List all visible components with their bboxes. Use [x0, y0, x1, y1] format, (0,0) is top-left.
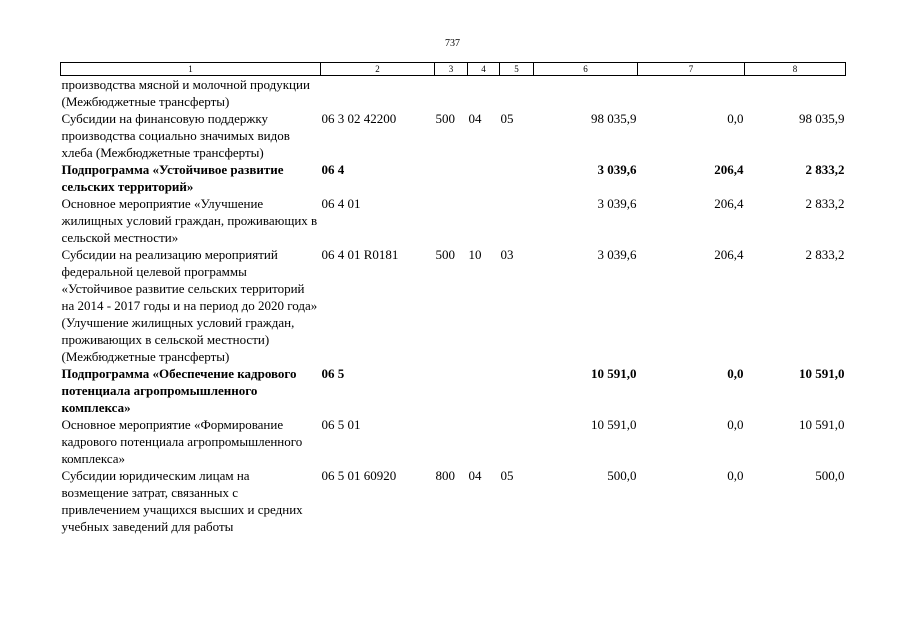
row-value-7 — [638, 76, 745, 111]
row-value-7: 206,4 — [714, 162, 744, 177]
table-row — [61, 246, 846, 365]
row-name: Субсидии на финансовую поддержку производства социально значимых видов хлеба (Межбюджетные трансферты) — [61, 111, 290, 160]
table-row — [61, 195, 846, 246]
row-name: Субсидии юридическим лицам на возмещение затрат, связанных с привлечением учащихся высших и средних учебных заведений для работы — [61, 468, 303, 534]
row-pr — [500, 161, 534, 195]
header-row — [61, 63, 846, 76]
row-name: Субсидии на реализацию мероприятий федеральной целевой программы «Устойчивое развитие сельских территорий на 2014 - 2017 годы и на период до 2020 года» (Улучшение жилищных условий граждан, проживающих в сельской местности) (Межбюджетные трансферты) — [61, 247, 318, 364]
row-pr: 05 — [500, 468, 514, 483]
row-value-6: 500,0 — [607, 468, 637, 483]
table-row — [61, 76, 846, 111]
row-value-6: 3 039,6 — [597, 162, 637, 177]
row-vr — [435, 365, 468, 416]
row-code: 06 4 — [321, 162, 345, 177]
row-rz: 04 — [468, 111, 482, 126]
row-value-7: 0,0 — [727, 111, 744, 126]
row-rz — [468, 161, 500, 195]
budget-table — [60, 62, 846, 535]
row-rz — [468, 416, 500, 467]
row-name: Подпрограмма «Обеспечение кадрового потенциала агропромышленного комплекса» — [61, 366, 297, 415]
row-value-7: 0,0 — [727, 417, 744, 432]
row-code — [321, 76, 435, 111]
row-code: 06 4 01 R0181 — [321, 247, 399, 262]
row-code: 06 5 — [321, 366, 345, 381]
row-pr: 05 — [500, 111, 514, 126]
row-value-7: 0,0 — [727, 366, 744, 381]
row-rz — [468, 365, 500, 416]
row-name: производства мясной и молочной продукции (Межбюджетные трансферты) — [61, 77, 310, 109]
row-value-7: 206,4 — [714, 247, 744, 262]
row-rz: 04 — [468, 468, 482, 483]
row-vr: 800 — [435, 468, 455, 483]
row-name: Основное мероприятие «Улучшение жилищных условий граждан, проживающих в сельской местности» — [61, 196, 318, 245]
row-code: 06 5 01 60920 — [321, 468, 397, 483]
row-value-6: 10 591,0 — [591, 366, 637, 381]
row-value-8 — [745, 76, 846, 111]
row-vr — [435, 76, 468, 111]
row-pr — [500, 365, 534, 416]
page-number: 737 — [445, 38, 460, 49]
header-cell-5: 5 — [500, 63, 534, 76]
row-code: 06 3 02 42200 — [321, 111, 397, 126]
header-cell-4: 4 — [468, 63, 500, 76]
row-vr — [435, 195, 468, 246]
header-cell-8: 8 — [745, 63, 846, 76]
row-code: 06 5 01 — [321, 417, 361, 432]
row-rz — [468, 195, 500, 246]
row-pr — [500, 195, 534, 246]
row-pr — [500, 76, 534, 111]
row-value-8: 98 035,9 — [799, 111, 845, 126]
table-row — [61, 365, 846, 416]
header-cell-2: 2 — [321, 63, 435, 76]
row-value-8: 10 591,0 — [799, 417, 845, 432]
row-vr — [435, 161, 468, 195]
header-cell-6: 6 — [534, 63, 638, 76]
header-cell-3: 3 — [435, 63, 468, 76]
row-vr — [435, 416, 468, 467]
table-row — [61, 161, 846, 195]
row-value-7: 206,4 — [714, 196, 744, 211]
row-value-8: 500,0 — [815, 468, 845, 483]
row-value-8: 2 833,2 — [805, 196, 845, 211]
table-row — [61, 467, 846, 535]
row-name: Основное мероприятие «Формирование кадрового потенциала агропромышленного комплекса» — [61, 417, 303, 466]
row-rz — [468, 76, 500, 111]
table-row — [61, 416, 846, 467]
header-cell-7: 7 — [638, 63, 745, 76]
row-value-8: 10 591,0 — [799, 366, 845, 381]
row-rz: 10 — [468, 247, 482, 262]
row-pr — [500, 416, 534, 467]
row-value-8: 2 833,2 — [805, 247, 845, 262]
row-vr: 500 — [435, 247, 455, 262]
row-name: Подпрограмма «Устойчивое развитие сельских территорий» — [61, 162, 284, 194]
row-value-7: 0,0 — [727, 468, 744, 483]
table-row — [61, 110, 846, 161]
row-value-8: 2 833,2 — [805, 162, 845, 177]
row-value-6: 3 039,6 — [597, 247, 637, 262]
row-value-6 — [534, 76, 638, 111]
row-code: 06 4 01 — [321, 196, 361, 211]
row-value-6: 98 035,9 — [591, 111, 637, 126]
row-value-6: 10 591,0 — [591, 417, 637, 432]
row-vr: 500 — [435, 111, 455, 126]
row-value-6: 3 039,6 — [597, 196, 637, 211]
row-pr: 03 — [500, 247, 514, 262]
header-cell-1: 1 — [61, 63, 321, 76]
